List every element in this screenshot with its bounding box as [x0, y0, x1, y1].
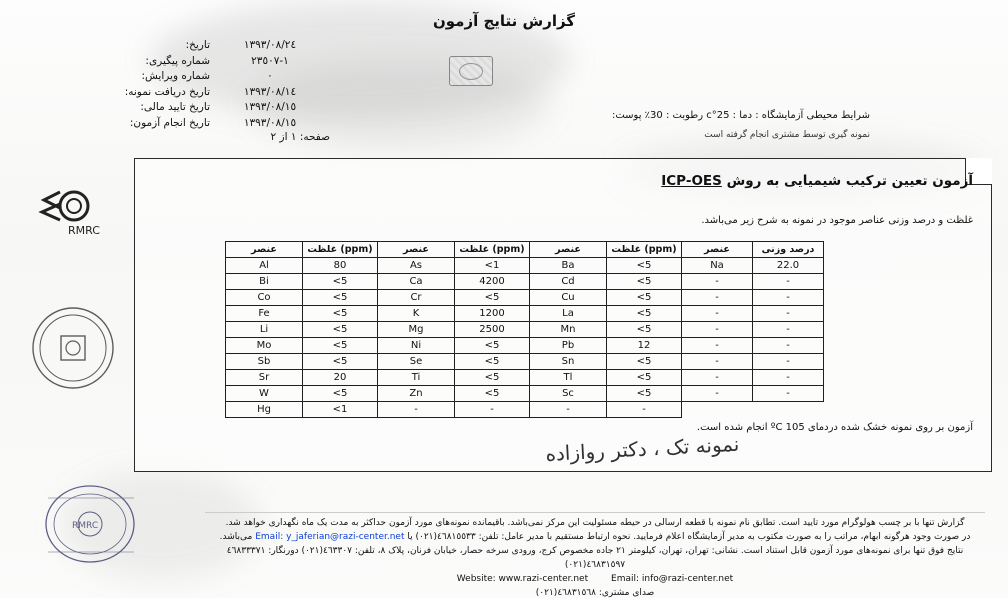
bottom-stamp-icon: [28, 478, 178, 570]
th-element-2: عنصر: [378, 242, 455, 258]
cell-element: -: [682, 338, 753, 354]
meta-row: [40, 100, 330, 116]
cell-value: <5: [455, 370, 530, 386]
results-table: [225, 241, 824, 418]
cell-value: <5: [607, 290, 682, 306]
meta-label: تاریخ:: [185, 39, 210, 51]
svg-text:RMRC: RMRC: [68, 224, 100, 237]
th-conc-3: غلظت (ppm): [607, 242, 682, 258]
sampling-note: نمونه گیری توسط مشتری انجام گرفته است: [704, 130, 870, 140]
cell-element: Sn: [530, 354, 607, 370]
cell-value: [753, 402, 824, 418]
cell-element: K: [378, 306, 455, 322]
table-row: [226, 370, 824, 386]
meta-value: ١٣٩٣/٠٨/١٤: [243, 85, 297, 98]
cell-value: 1200: [455, 306, 530, 322]
cell-element: Ti: [378, 370, 455, 386]
cell-element: Cu: [530, 290, 607, 306]
table-row: [226, 306, 824, 322]
page-title: گزارش نتایج آزمون: [432, 12, 576, 30]
legal-line-3: نتایج فوق تنها برای نمونه‌های مورد آزمون قابل استناد است. نشانی: تهران، تهران، کیلومتر ٢١ جاده مخصوص کرج، ورودی سرخه حصار، خیابان فرنان، پلاک ٨، تلفن: ٤٦٣٣٠٧(٠٢١) دورنگار: ٤٦٨٣٣٣٧١ ٤٦٨٣١٥٩٧(٠٢١): [226, 546, 964, 570]
table-row: [226, 338, 824, 354]
cell-value: <5: [303, 386, 378, 402]
cell-value: <5: [607, 274, 682, 290]
cell-element: Cr: [378, 290, 455, 306]
meta-row: [40, 38, 330, 54]
cell-value: 4200: [455, 274, 530, 290]
cell-value: -: [753, 386, 824, 402]
cell-value: <5: [303, 274, 378, 290]
cell-value: -: [753, 370, 824, 386]
test-footnote: آزمون بر روی نمونه خشک شده دردمای 105 ºC انجام شده است.: [696, 422, 973, 433]
cell-element: -: [682, 274, 753, 290]
legal-footer: [210, 516, 980, 600]
cell-element: Fe: [226, 306, 303, 322]
cell-value: <5: [607, 258, 682, 274]
cell-value: <5: [607, 354, 682, 370]
cell-element: Mo: [226, 338, 303, 354]
table-row: [226, 258, 824, 274]
cell-element: -: [682, 354, 753, 370]
cell-value: -: [753, 354, 824, 370]
cell-value: <5: [607, 370, 682, 386]
cell-element: Bi: [226, 274, 303, 290]
cell-value: -: [753, 290, 824, 306]
th-element-3: عنصر: [530, 242, 607, 258]
cell-element: Li: [226, 322, 303, 338]
section-subtitle: غلظت و درصد وزنی عناصر موجود در نمونه به شرح زیر می‌باشد.: [701, 215, 973, 226]
meta-label: تاریخ انجام آزمون:: [129, 116, 210, 129]
isiri-stamp-icon: [30, 305, 116, 391]
cell-element: Hg: [226, 402, 303, 418]
meta-row: [40, 85, 330, 101]
cell-value: 80: [303, 258, 378, 274]
cell-element: As: [378, 258, 455, 274]
meta-label: تاریخ دریافت نمونه:: [124, 85, 210, 98]
meta-value: ٠: [267, 70, 273, 83]
cell-value: <5: [303, 354, 378, 370]
section-title-method: ICP-OES: [661, 173, 722, 189]
cell-value: <5: [455, 290, 530, 306]
cell-value: -: [753, 338, 824, 354]
th-weight-pct: درصد وزنی: [753, 242, 824, 258]
cell-value: <5: [455, 354, 530, 370]
meta-label: شماره پیگیری:: [145, 54, 210, 67]
legal-line-2-text: در صورت وجود هرگونه ابهام، مراتب را به صورت مکتوب به مدیر آزمایشگاه اعلام فرمایید. نحوه ارتباط مستقیم با مدیر عامل: تلفن: ٤٦٨١٥٥٣٣(٠٢١) یا: [407, 532, 971, 542]
cell-value: <5: [607, 306, 682, 322]
cell-element: La: [530, 306, 607, 322]
cell-element: [682, 402, 753, 418]
svg-text:RMRC: RMRC: [72, 521, 99, 531]
info-email-link[interactable]: Email: info@razi-center.net: [611, 574, 734, 584]
cell-element: Co: [226, 290, 303, 306]
cell-element: Ni: [378, 338, 455, 354]
cell-element: Al: [226, 258, 303, 274]
cell-element: -: [682, 290, 753, 306]
cell-value: -: [607, 402, 682, 418]
meta-value: ١٣٩٣/٠٨/١٥: [243, 101, 297, 114]
cell-value: <5: [607, 322, 682, 338]
cell-element: Zn: [378, 386, 455, 402]
section-title: [661, 173, 973, 189]
cell-value: <5: [455, 386, 530, 402]
cell-value: <1: [303, 402, 378, 418]
cell-value: 12: [607, 338, 682, 354]
footer-divider: [205, 512, 985, 513]
cell-element: Mn: [530, 322, 607, 338]
meta-label: شماره ویرایش:: [141, 70, 210, 83]
cell-element: Tl: [530, 370, 607, 386]
cell-value: -: [753, 274, 824, 290]
cell-value: <5: [607, 386, 682, 402]
rmrc-logo-icon: [38, 186, 130, 242]
meta-row: [40, 116, 330, 132]
meta-label: تاریخ تایید مالی:: [140, 101, 210, 114]
cell-element: -: [530, 402, 607, 418]
cell-element: -: [682, 322, 753, 338]
th-element-1: عنصر: [226, 242, 303, 258]
table-row: [226, 322, 824, 338]
meta-value: ١-٢٣٥٠٧: [251, 54, 289, 67]
cell-value: -: [455, 402, 530, 418]
cell-value: -: [753, 322, 824, 338]
table-row: [226, 354, 824, 370]
cell-value: 22.0: [753, 258, 824, 274]
header-stamp-icon: [449, 56, 493, 86]
cell-element: Ba: [530, 258, 607, 274]
cell-element: Se: [378, 354, 455, 370]
cell-element: W: [226, 386, 303, 402]
results-frame: [134, 158, 992, 472]
cell-element: Mg: [378, 322, 455, 338]
th-conc-1: غلظت (ppm): [303, 242, 378, 258]
legal-line-5: صدای مشتری: ٤٦٨٣١٥٦٨(٠٢١): [535, 588, 655, 598]
manager-email-link[interactable]: Email: y_jaferian@razi-center.net: [255, 532, 405, 542]
cell-element: Sc: [530, 386, 607, 402]
cell-element: -: [682, 370, 753, 386]
meta-row: [40, 69, 330, 85]
cell-element: Sb: [226, 354, 303, 370]
cell-value: 2500: [455, 322, 530, 338]
cell-element: Na: [682, 258, 753, 274]
document-meta: [40, 38, 330, 132]
table-header-row: [226, 242, 824, 258]
meta-value: ١٣٩٣/٠٨/٢٤: [243, 39, 297, 51]
legal-line-2-tail: می‌باشد.: [219, 532, 253, 542]
table-row: [226, 290, 824, 306]
signature: نمونه تک ، دکتر روازاده: [544, 431, 740, 466]
cell-element: Ca: [378, 274, 455, 290]
cell-value: <5: [303, 306, 378, 322]
page-number: صفحه: ١ از ٢: [270, 131, 330, 143]
cell-element: Cd: [530, 274, 607, 290]
table-row: [226, 402, 824, 418]
cell-value: <5: [303, 322, 378, 338]
cell-value: 20: [303, 370, 378, 386]
cell-value: -: [753, 306, 824, 322]
table-row: [226, 274, 824, 290]
website-link[interactable]: Website: www.razi-center.net: [456, 574, 589, 584]
cell-element: -: [682, 386, 753, 402]
th-element-4: عنصر: [682, 242, 753, 258]
cell-element: Pb: [530, 338, 607, 354]
cell-value: <1: [455, 258, 530, 274]
cell-element: -: [682, 306, 753, 322]
th-conc-2: غلظت (ppm): [455, 242, 530, 258]
cell-element: -: [378, 402, 455, 418]
cell-value: <5: [455, 338, 530, 354]
legal-line-4: [210, 572, 980, 586]
cell-element: Sr: [226, 370, 303, 386]
section-title-text: آزمون تعیین ترکیب شیمیایی به روش: [721, 173, 973, 189]
legal-line-1: گزارش تنها با بر چسب هولوگرام مورد تایید است. تطابق نام نمونه با قطعه ارسالی در حیطه مسئولیت این مرکز نمی‌باشد. باقیمانده نمونه‌های مورد آزمون حداکثر به مدت یک ماه نگهداری خواهد شد.: [225, 518, 965, 528]
cell-value: <5: [303, 290, 378, 306]
environmental-conditions: شرایط محیطی آزمایشگاه : دما : 25°c رطوبت : 30٪ پوست:: [611, 110, 870, 121]
table-row: [226, 386, 824, 402]
legal-line-2: [210, 530, 980, 544]
meta-value: ١٣٩٣/٠٨/١٥: [243, 116, 297, 129]
meta-row: [40, 54, 330, 70]
cell-value: <5: [303, 338, 378, 354]
